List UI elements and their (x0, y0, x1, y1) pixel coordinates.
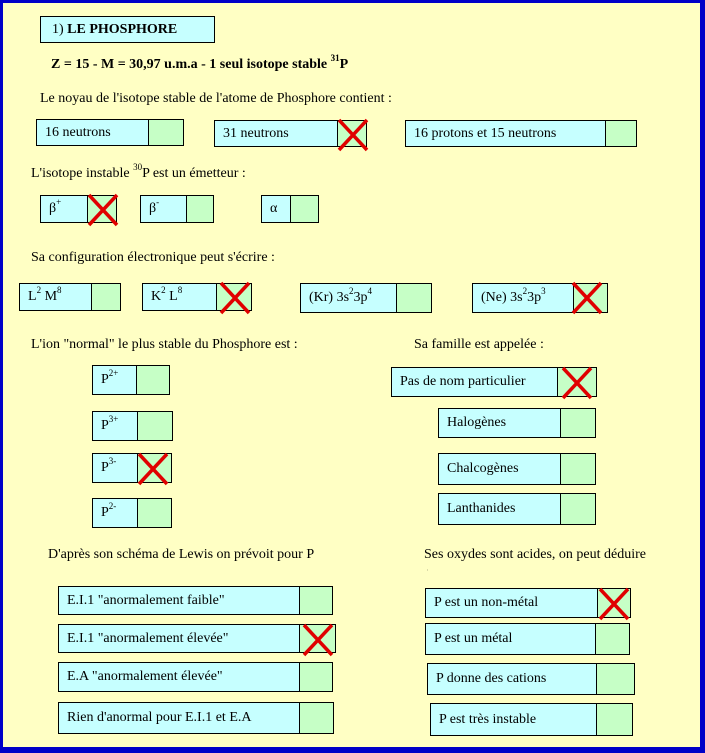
answer-checkbox[interactable] (596, 663, 635, 695)
section-title-text: LE PHOSPHORE (67, 22, 178, 37)
answer-checkbox[interactable] (337, 120, 367, 147)
option-label: Rien d'anormal pour E.I.1 et E.A (58, 702, 300, 734)
answer-checkbox[interactable] (396, 283, 432, 313)
option-label (92, 453, 138, 483)
option-label: 16 protons et 15 neutrons (405, 120, 606, 147)
option-label (261, 195, 291, 223)
config-part: 3p (353, 290, 368, 305)
option-label: Chalcogènes (438, 453, 561, 485)
question-configuration: Sa configuration électronique peut s'écrire : (31, 250, 275, 265)
option-sup: - (156, 197, 160, 208)
option-16-neutrons (36, 119, 184, 146)
option-config-4 (472, 283, 608, 313)
option-label: 31 neutrons (214, 120, 338, 147)
answer-checkbox[interactable] (557, 367, 597, 397)
option-label: P est très instable (430, 703, 597, 736)
answer-checkbox[interactable] (148, 119, 184, 146)
ion-symbol: P (101, 418, 109, 433)
question-isotope (31, 162, 246, 182)
option-symbol: β (149, 201, 157, 216)
option-symbol: β (49, 201, 57, 216)
option-label (142, 283, 217, 311)
option-config-1 (19, 283, 121, 311)
ion-charge: 2- (108, 501, 117, 512)
config-part: M (41, 289, 58, 304)
option-ea-high (58, 662, 333, 692)
ion-charge: 3+ (108, 414, 119, 425)
answer-checkbox[interactable] (136, 365, 170, 395)
config-part: K (151, 289, 162, 304)
option-label: P donne des cations (427, 663, 597, 695)
option-ei1-low (58, 586, 333, 615)
option-config-3 (300, 283, 432, 313)
cross-mark-icon (336, 117, 370, 153)
option-label: Pas de nom particulier (391, 367, 558, 397)
option-lanthanides (438, 493, 596, 525)
cross-mark-icon (301, 622, 335, 658)
worksheet-panel (3, 3, 700, 747)
answer-checkbox[interactable] (137, 411, 173, 441)
option-gives-cations (427, 663, 635, 695)
option-31-neutrons (214, 120, 367, 147)
config-part: 3p (527, 290, 542, 305)
answer-checkbox[interactable] (560, 453, 596, 485)
option-label: Lanthanides (438, 493, 561, 525)
answer-checkbox[interactable] (91, 283, 121, 311)
answer-checkbox[interactable] (595, 623, 630, 655)
option-no-particular-name (391, 367, 597, 397)
config-part: L (165, 289, 178, 304)
option-label (92, 411, 138, 441)
answer-checkbox[interactable] (299, 586, 333, 615)
question-nucleus: Le noyau de l'isotope stable de l'atome de Phosphore contient : (40, 91, 392, 106)
option-label: E.I.1 "anormalement élevée" (58, 624, 300, 653)
option-metal (425, 623, 630, 655)
option-alpha (261, 195, 319, 223)
option-halogenes (438, 408, 596, 438)
option-16-protons-15-neutrons (405, 120, 637, 147)
answer-checkbox[interactable] (299, 662, 333, 692)
config-exp: 2 (161, 285, 166, 296)
answer-checkbox[interactable] (597, 588, 631, 618)
answer-checkbox[interactable] (573, 283, 608, 313)
option-label (300, 283, 397, 313)
option-ei1-high (58, 624, 336, 653)
ion-symbol: P (101, 505, 109, 520)
option-ion-p3minus (92, 453, 172, 483)
answer-checkbox[interactable] (560, 408, 596, 438)
mass-number: 31 (330, 53, 340, 64)
option-chalcogenes (438, 453, 596, 485)
option-label (472, 283, 574, 313)
section-title (40, 16, 215, 43)
question-ion: L'ion "normal" le plus stable du Phosphore est : (31, 337, 298, 352)
config-exp: 4 (367, 286, 373, 297)
option-very-unstable (430, 703, 633, 736)
answer-checkbox[interactable] (290, 195, 319, 223)
option-ion-p2plus (92, 365, 170, 395)
option-symbol: α (270, 201, 278, 216)
option-ion-p2minus (92, 498, 172, 528)
config-exp: 2 (36, 285, 42, 296)
option-label (40, 195, 88, 223)
option-label: E.I.1 "anormalement faible" (58, 586, 300, 615)
question-oxides: Ses oxydes sont acides, on peut déduire (424, 547, 647, 562)
small-mark: : (427, 567, 429, 572)
ion-symbol: P (101, 460, 109, 475)
option-nothing-abnormal (58, 702, 334, 734)
cross-mark-icon (560, 365, 594, 401)
ion-symbol: P (101, 372, 109, 387)
config-part: (Kr) 3s (309, 290, 350, 305)
question-text: L'isotope instable (31, 166, 134, 181)
section-number: 1) (52, 22, 64, 37)
answer-checkbox[interactable] (596, 703, 633, 736)
option-non-metal (425, 588, 631, 618)
question-text-end: P est un émetteur : (142, 166, 246, 181)
option-label: P est un non-métal (425, 588, 598, 618)
answer-checkbox[interactable] (216, 283, 252, 311)
config-part: L (28, 289, 37, 304)
config-exp: 8 (177, 285, 183, 296)
element-data-header (51, 53, 349, 73)
option-sup: + (56, 197, 62, 208)
option-config-2 (142, 283, 252, 311)
option-label: 16 neutrons (36, 119, 149, 146)
option-label: P est un métal (425, 623, 596, 655)
answer-checkbox[interactable] (87, 195, 117, 223)
config-exp: 2 (349, 286, 354, 297)
option-label (92, 365, 137, 395)
option-label (92, 498, 138, 528)
answer-checkbox[interactable] (605, 120, 637, 147)
option-label: E.A "anormalement élevée" (58, 662, 300, 692)
option-label (19, 283, 92, 311)
cross-mark-icon (136, 451, 170, 487)
cross-mark-icon (86, 192, 120, 228)
config-exp: 8 (57, 285, 62, 296)
cross-mark-icon (218, 280, 252, 316)
answer-checkbox[interactable] (137, 498, 172, 528)
config-exp: 2 (522, 286, 528, 297)
answer-checkbox[interactable] (299, 624, 336, 653)
option-beta-minus (140, 195, 214, 223)
ion-charge: 3- (108, 456, 117, 467)
config-exp: 3 (541, 286, 546, 297)
answer-checkbox[interactable] (560, 493, 596, 525)
cross-mark-icon (570, 280, 604, 316)
option-label (140, 195, 187, 223)
element-data-text: Z = 15 - M = 30,97 u.m.a - 1 seul isotope stable (51, 57, 331, 72)
ion-charge: 2+ (108, 368, 119, 379)
mass-number: 30 (133, 162, 143, 173)
config-part: (Ne) 3s (481, 290, 523, 305)
answer-checkbox[interactable] (137, 453, 172, 483)
question-family: Sa famille est appelée : (414, 337, 544, 352)
cross-mark-icon (597, 586, 631, 622)
element-symbol: P (339, 57, 349, 72)
question-lewis: D'après son schéma de Lewis on prévoit pour P (48, 547, 315, 562)
option-beta-plus (40, 195, 117, 223)
option-label: Halogènes (438, 408, 561, 438)
answer-checkbox[interactable] (186, 195, 214, 223)
answer-checkbox[interactable] (299, 702, 334, 734)
option-ion-p3plus (92, 411, 173, 441)
